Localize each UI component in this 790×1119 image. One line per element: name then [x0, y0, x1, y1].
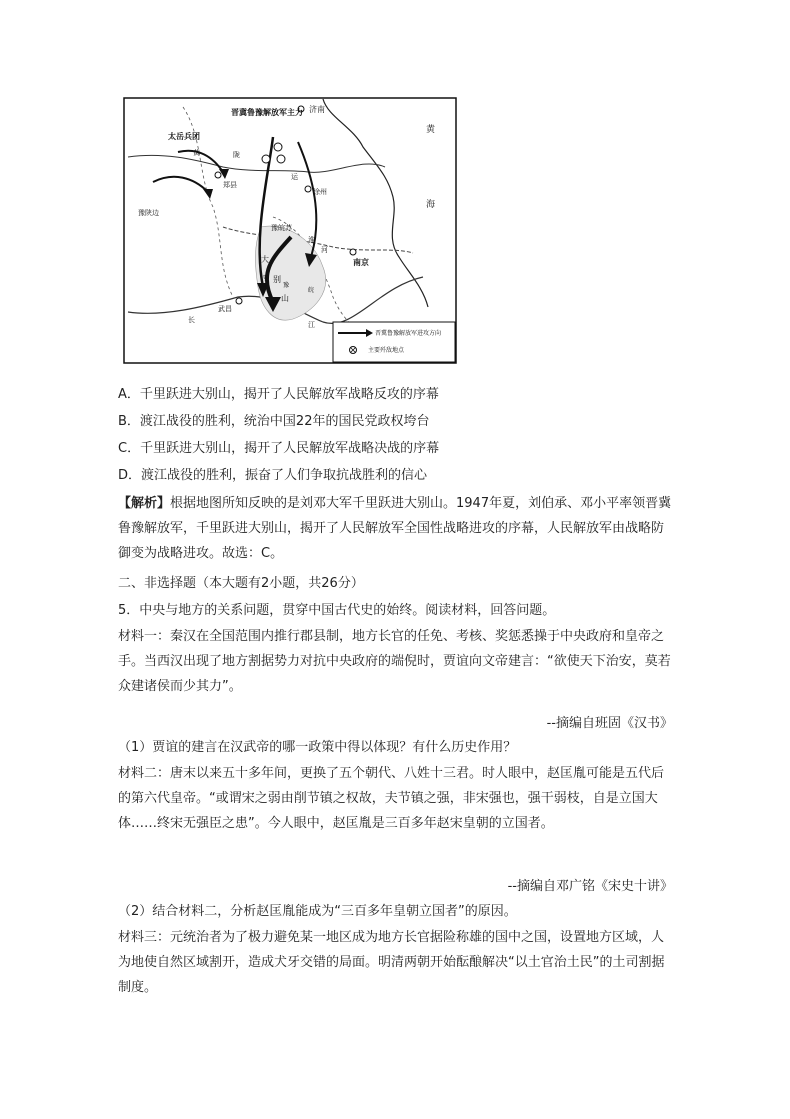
section-heading: 二、非选择题（本大题有2小题，共26分） — [118, 576, 364, 591]
subquestion-2: （2）结合材料二，分析赵匡胤能成为“三百多年皇朝立国者”的原因。 — [118, 904, 517, 919]
map-label-jiang: 江 — [308, 321, 315, 329]
map-label-yellow-sea-1: 黄 — [426, 125, 436, 135]
material-2: 材料二：唐末以来五十多年间，更换了五个朝代、八姓十三君。时人眼中，赵匡胤可能是五代后的第六代皇帝。“或谓宋之弱由削节镇之权故，夫节镇之强，非宋强也，强干弱枝，自是立国大体……终宋无强臣之患”。今人眼中，赵匡胤是三百多年赵宋皇朝的立国者。 — [118, 766, 665, 831]
map-label-dabie-3: 山 — [281, 294, 289, 303]
map-label-yuwansu: 豫皖苏 — [271, 224, 292, 232]
map-label-taiyue: 太岳兵团 — [168, 132, 200, 141]
map-label-yellow-sea-2: 海 — [426, 200, 436, 210]
material-1: 材料一：秦汉在全国范围内推行郡县制，地方长官的任免、考核、奖惩悉操于中央政府和皇帝之手。当西汉出现了地方割据势力对抗中央政府的端倪时，贾谊向文帝建言：“欲使天下治安，莫若众建诸侯而少其力”。 — [118, 629, 671, 694]
analysis-text: 根据地图所知反映的是刘邓大军千里跃进大别山。1947年夏，刘伯承、邓小平率领晋冀鲁豫解放军，千里跃进大别山，揭开了人民解放军全国性战略进攻的序幕，人民解放军由战略防御变为战略进攻。故选：C。 — [118, 496, 672, 561]
map-label-huai: 淮 — [308, 236, 315, 244]
subquestion-1: （1）贾谊的建言在汉武帝的哪一政策中得以体现？有什么历史作用？ — [118, 740, 517, 755]
map-label-huanghe: 黄 — [193, 149, 200, 157]
option-c: C．千里跃进大别山，揭开了人民解放军战略决战的序幕 — [118, 441, 440, 456]
option-d: D．渡江战役的胜利，振奋了人们争取抗战胜利的信心 — [118, 468, 428, 483]
map-label-army: 晋冀鲁豫解放军主力 — [231, 108, 303, 117]
map-label-longhai: 陇 — [233, 151, 240, 159]
map-label-dabie-1: 大 — [261, 255, 269, 264]
map-label-jinan: 济南 — [309, 105, 325, 114]
material-3: 材料三：元统治者为了极力避免某一地区成为地方长官据险称雄的国中之国，设置地方区域，人为地使自然区域割开，造成犬牙交错的局面。明清两朝开始酝酿解决“以土官治土民”的土司割据制度。 — [118, 930, 665, 995]
map-label-dabie-2: 别 — [273, 275, 281, 284]
map-label-he: 河 — [321, 246, 328, 254]
map-legend — [333, 322, 455, 362]
legend-battle-label: 主要歼敌地点 — [368, 347, 405, 354]
source-1: --摘编自班固《汉书》 — [546, 716, 673, 731]
map-label-zhengxian: 郑县 — [223, 181, 237, 189]
q5-stem: 5．中央与地方的关系问题，贯穿中国古代史的始终。阅读材料，回答问题。 — [118, 603, 556, 618]
map-label-yunhe: 运 — [291, 173, 298, 181]
map-label-ewanyu-1: 鄂 — [263, 275, 270, 282]
map-label-ewanyu-3: 皖 — [308, 287, 315, 294]
map-label-xuzhou: 徐州 — [313, 188, 327, 196]
map-label-yuwan: 豫陕边 — [138, 209, 159, 217]
map-label-chang: 长 — [188, 316, 195, 324]
map-figure — [123, 97, 457, 364]
legend-arrow-label: 晋冀鲁豫解放军进攻方向 — [375, 330, 442, 337]
source-2: --摘编自邓广铭《宋史十讲》 — [507, 879, 673, 894]
analysis — [118, 491, 673, 566]
map-label-ewanyu-2: 豫 — [283, 282, 290, 289]
option-b: B．渡江战役的胜利，统治中国22年的国民党政权垮台 — [118, 414, 430, 429]
analysis-label: 【解析】 — [118, 496, 171, 511]
option-a: A．千里跃进大别山，揭开了人民解放军战略反攻的序幕 — [118, 387, 439, 402]
map-label-nanjing: 南京 — [353, 258, 369, 267]
map-label-wuchang: 武昌 — [218, 305, 232, 313]
